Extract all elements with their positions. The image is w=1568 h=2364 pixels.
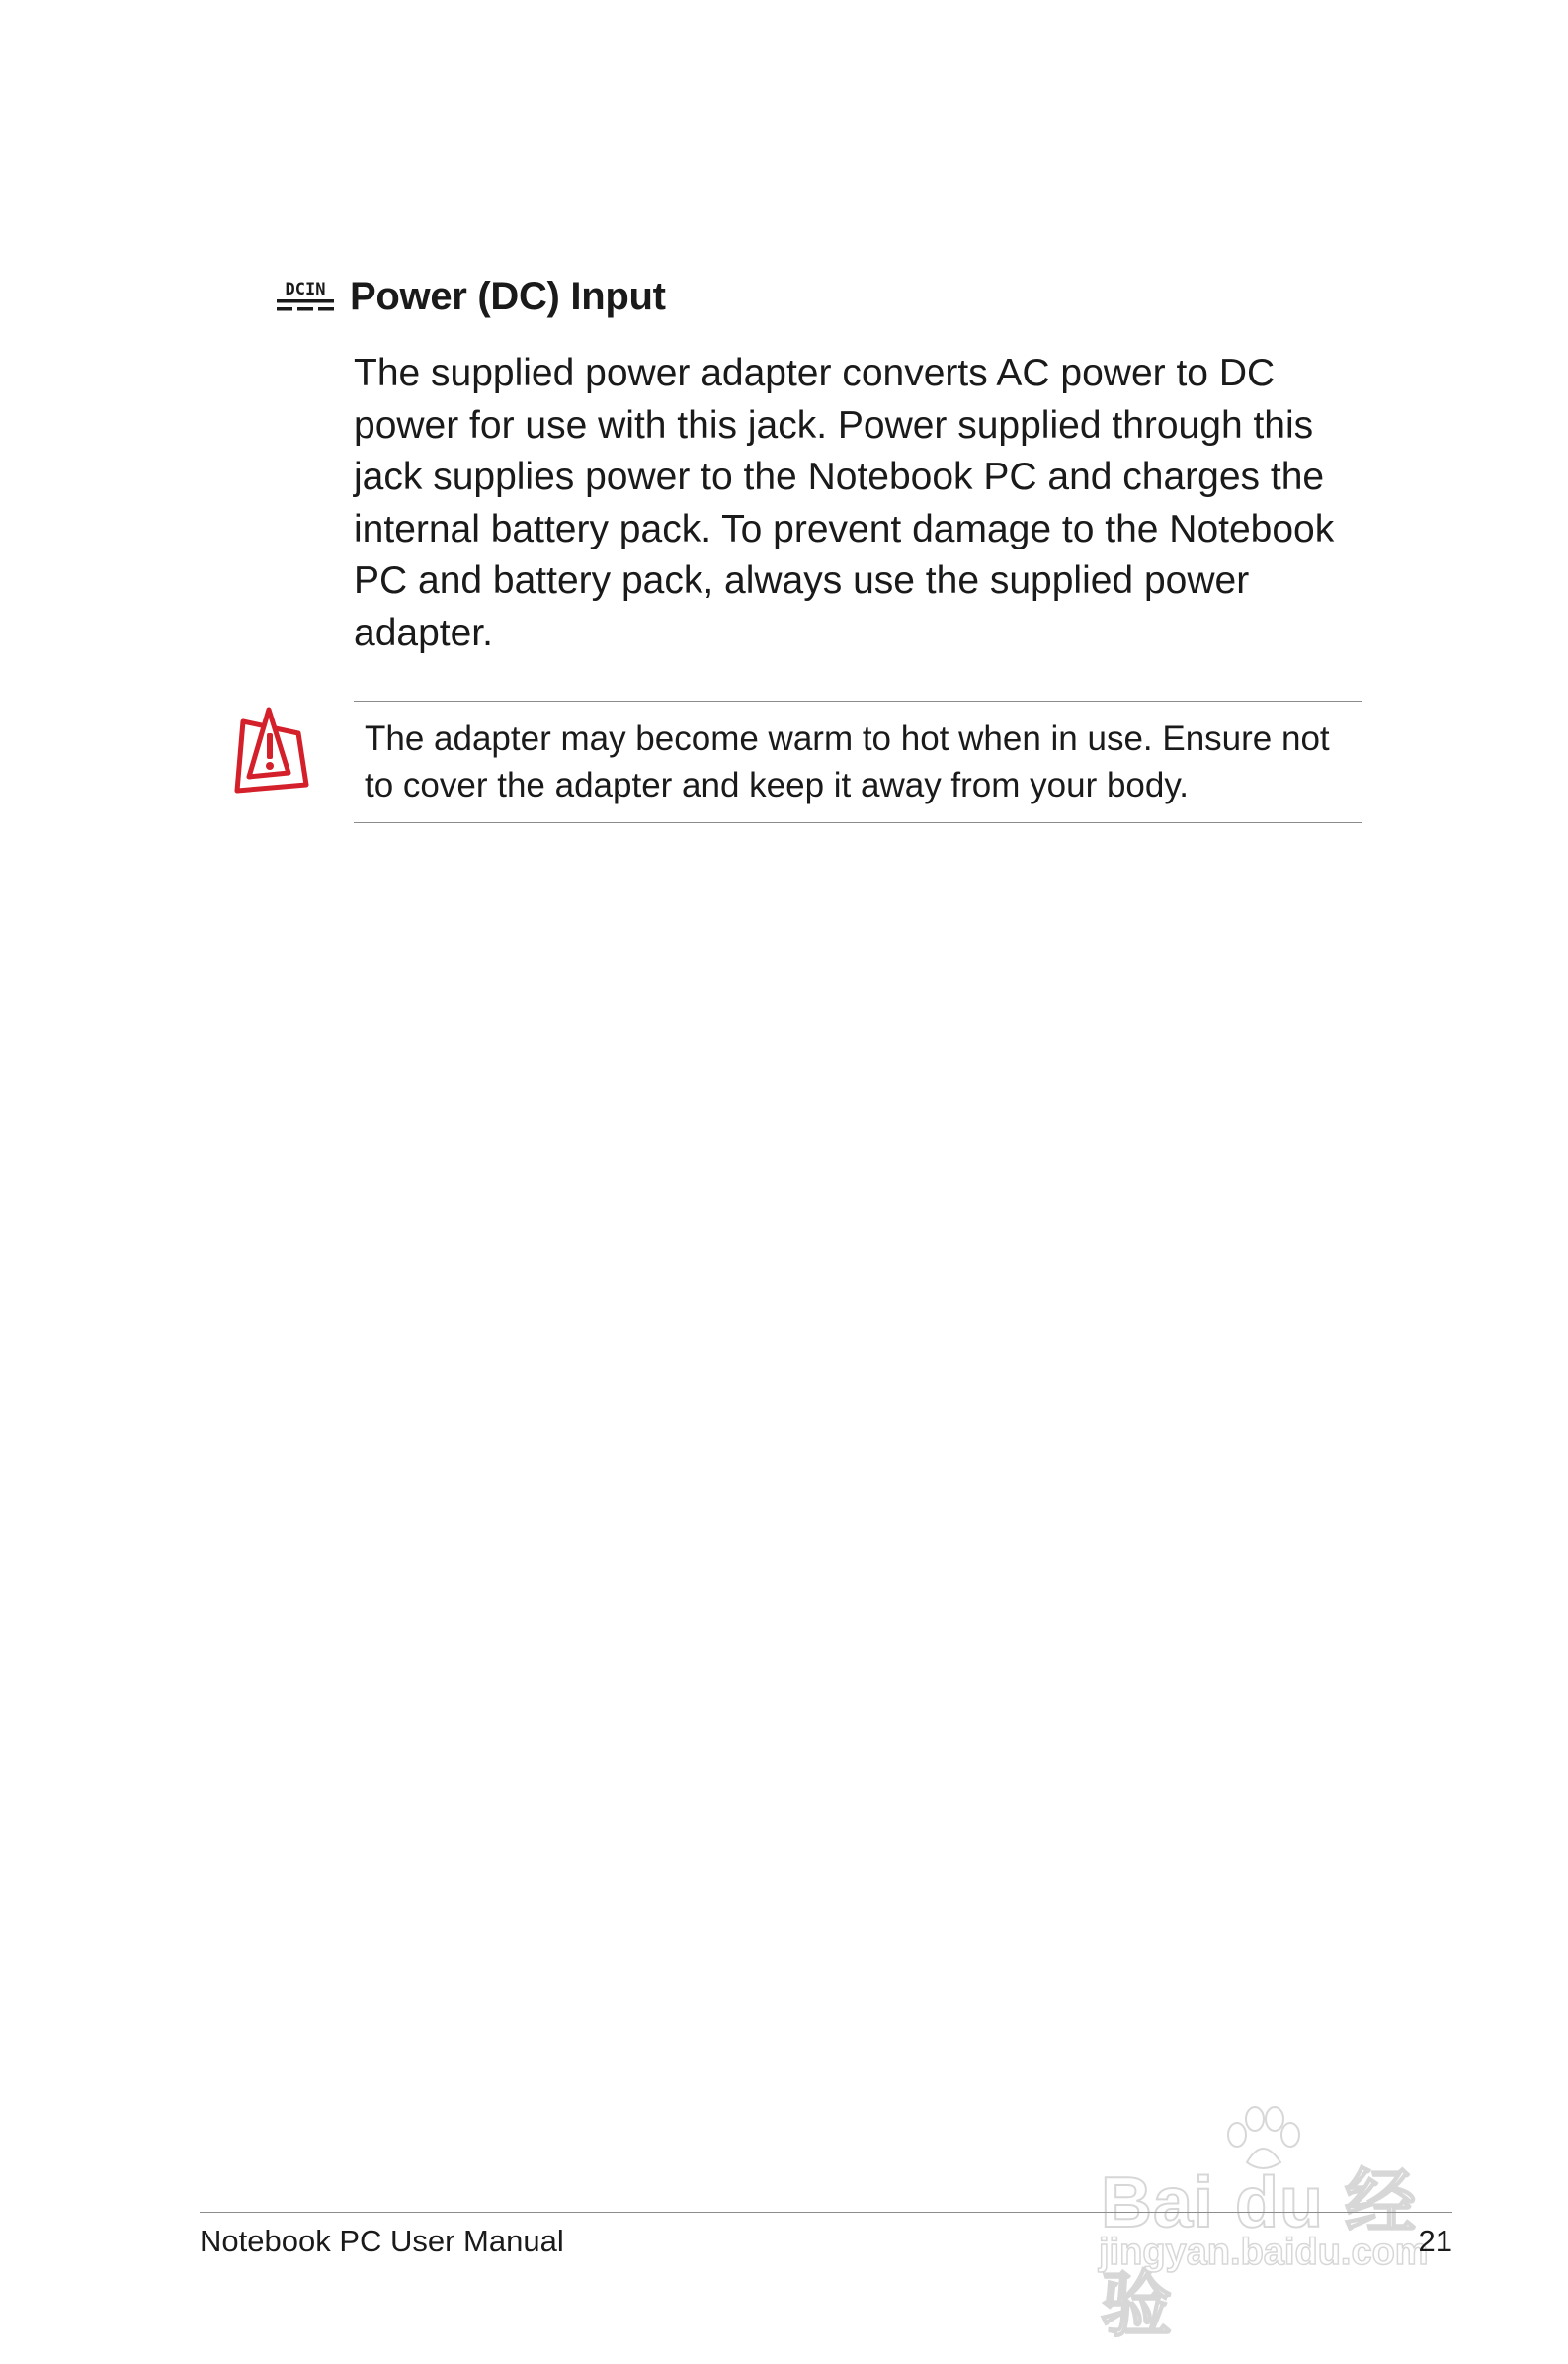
body-line: The supplied power adapter converts AC power to DC bbox=[354, 352, 1276, 394]
body-line: adapter. bbox=[354, 611, 493, 654]
section-body bbox=[354, 348, 1362, 659]
warning-line: to cover the adapter and keep it away from your body. bbox=[365, 766, 1189, 804]
warning-line: The adapter may become warm to hot when in use. Ensure not bbox=[365, 719, 1330, 758]
body-line: jack supplies power to the Notebook PC and charges the bbox=[354, 456, 1325, 498]
svg-text:DCIN: DCIN bbox=[285, 279, 326, 299]
watermark-logo: Bai du 经验 bbox=[1101, 2163, 1418, 2345]
body-line: PC and battery pack, always use the supplied power bbox=[354, 559, 1250, 602]
watermark bbox=[1095, 2105, 1460, 2345]
body-line: internal battery pack. To prevent damage to the Notebook bbox=[354, 507, 1335, 550]
page-number: 21 bbox=[1418, 2224, 1452, 2258]
footer-title: Notebook PC User Manual bbox=[200, 2224, 564, 2258]
body-line: power for use with this jack. Power supplied through this bbox=[354, 403, 1314, 447]
warning-icon bbox=[229, 704, 314, 799]
watermark-url: jingyan.baidu.com bbox=[1099, 2232, 1429, 2273]
warning-note bbox=[354, 701, 1362, 823]
dc-in-icon bbox=[275, 278, 336, 317]
section-title: Power (DC) Input bbox=[350, 275, 666, 318]
footer-divider bbox=[200, 2212, 1452, 2213]
warning-text bbox=[365, 716, 1353, 808]
section-heading bbox=[275, 275, 666, 319]
